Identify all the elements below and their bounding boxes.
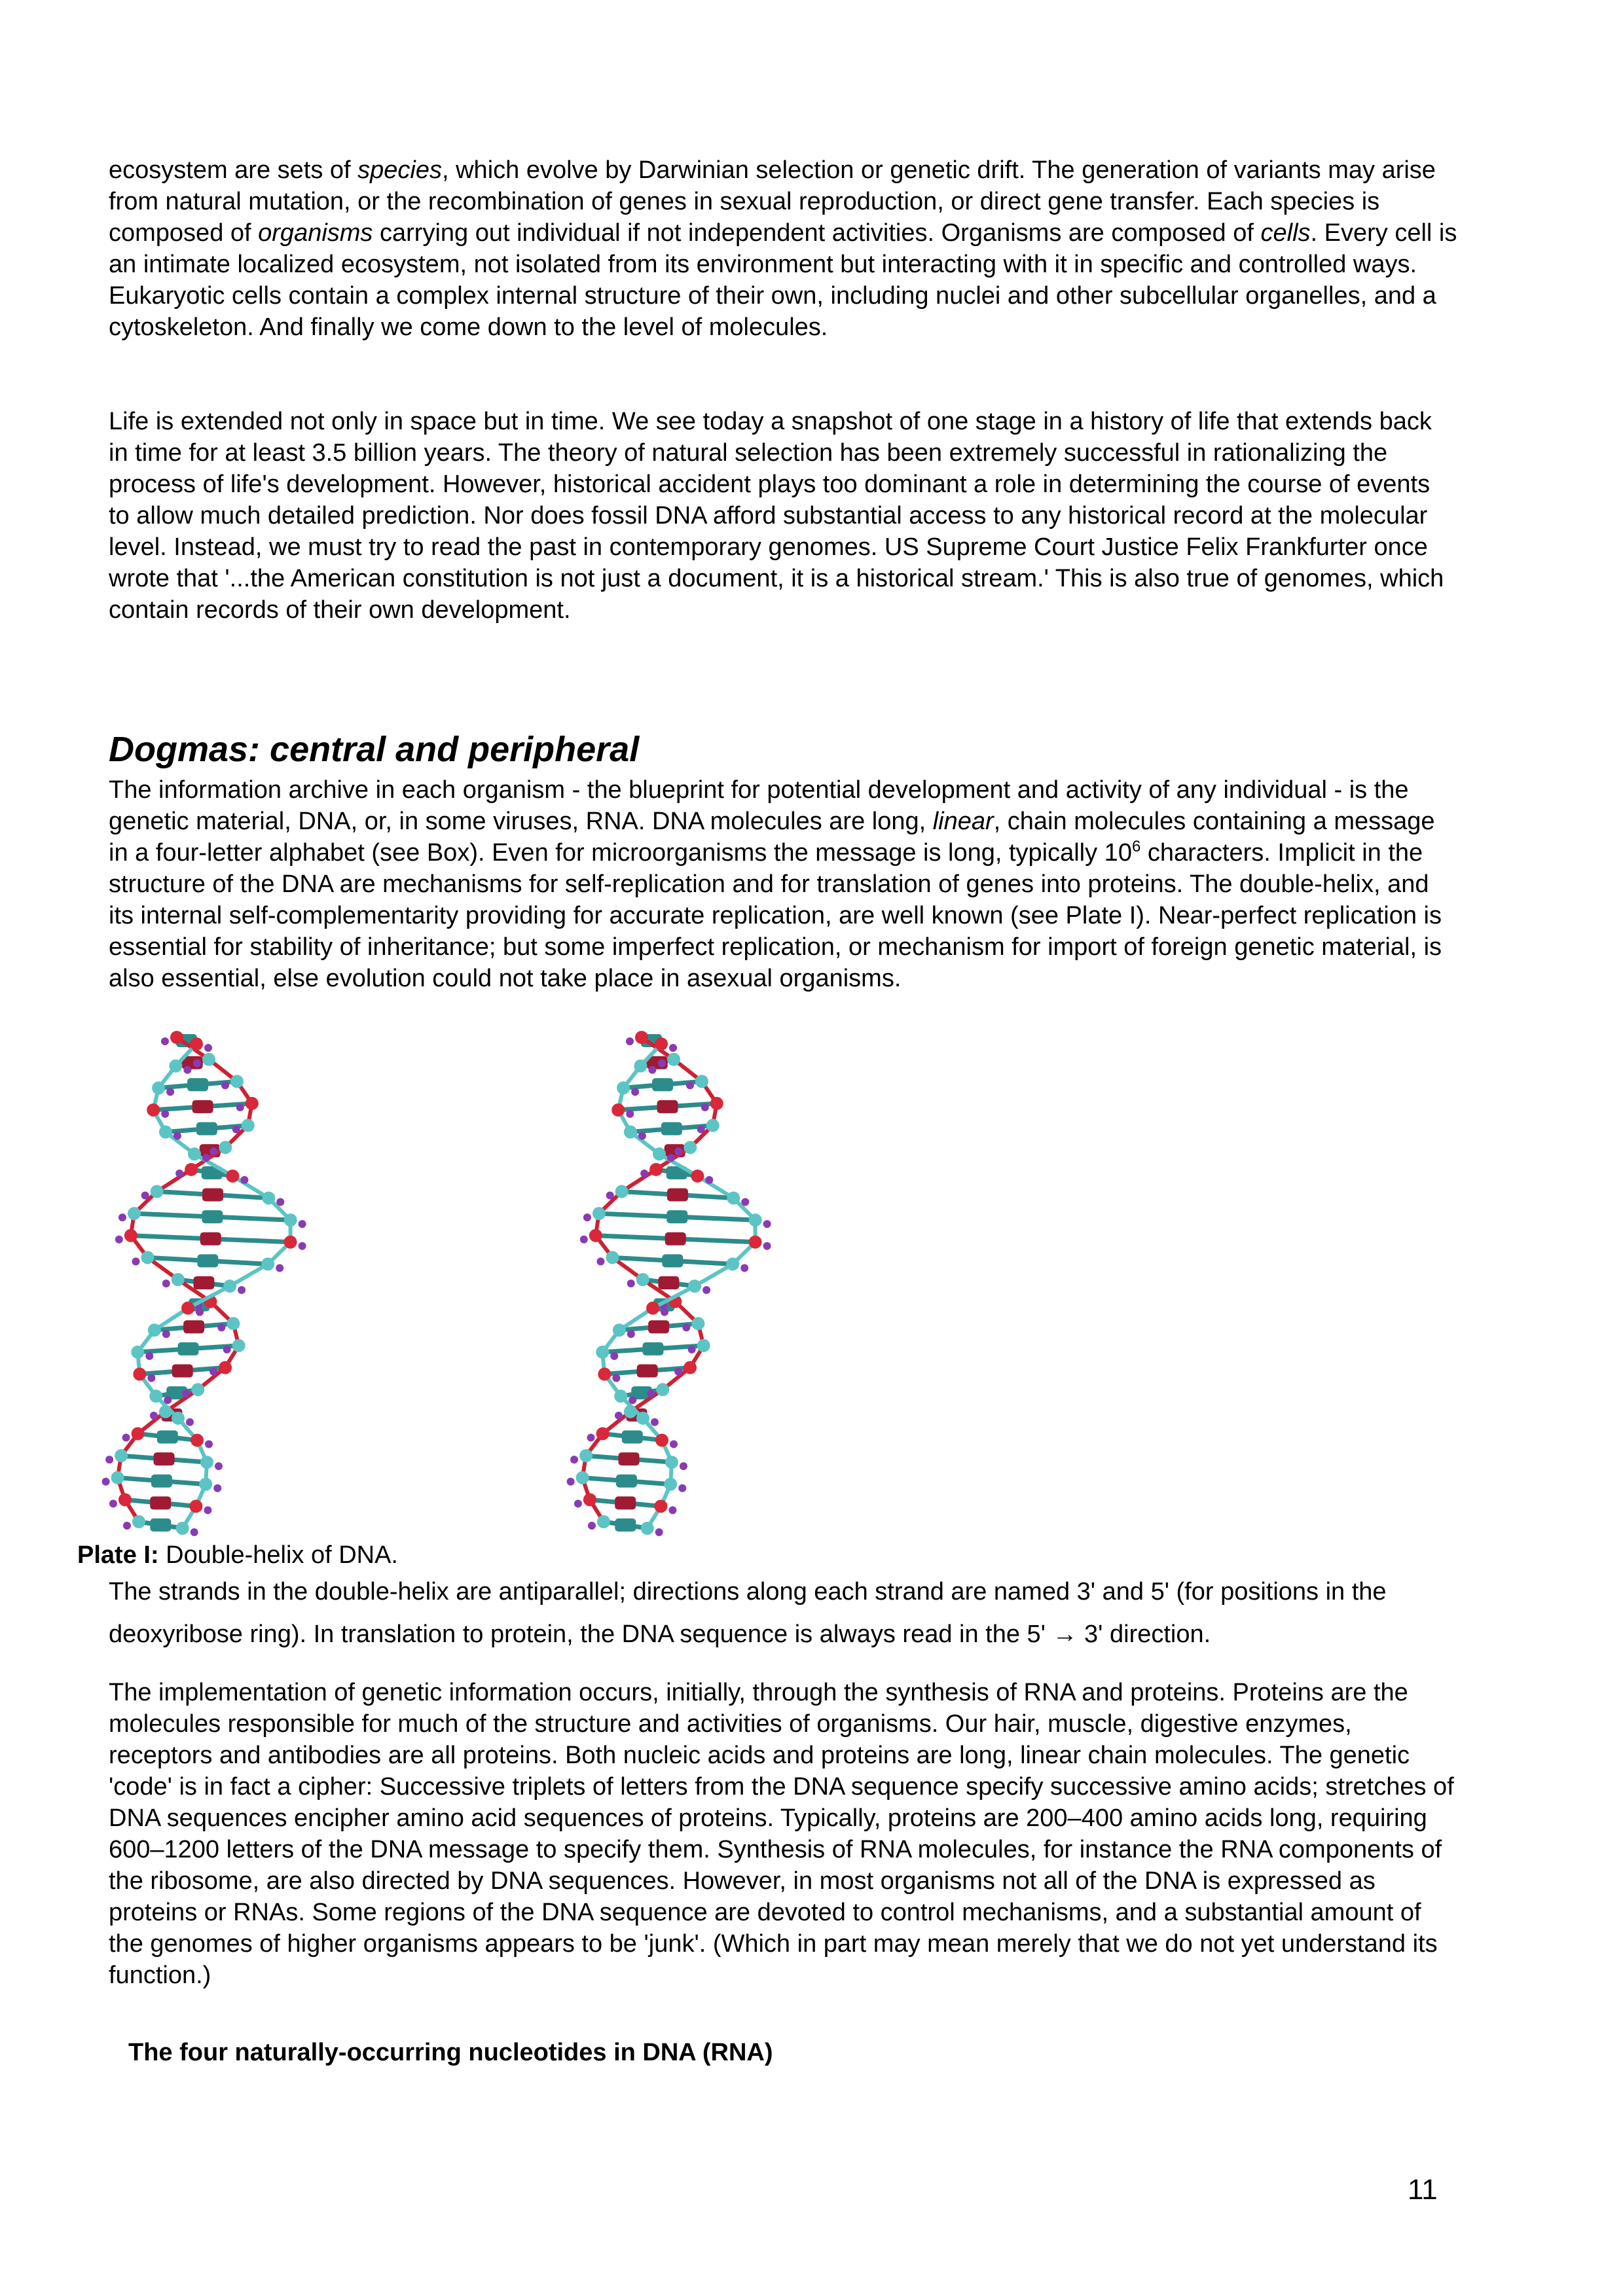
base-block (642, 1342, 663, 1355)
phosphate-atom (232, 1126, 240, 1134)
sugar-atom (653, 1147, 666, 1160)
sugar-atom (613, 1323, 626, 1336)
phosphate-atom (299, 1220, 306, 1228)
figure-caption (77, 1539, 398, 1571)
phosphate-atom (105, 1456, 113, 1463)
phosphate-atom (612, 1374, 620, 1382)
sugar-atom (583, 1493, 596, 1506)
phosphate-atom (705, 1176, 713, 1184)
phosphate-atom (213, 1484, 221, 1492)
phosphate-atom (182, 1390, 190, 1397)
phosphate-atom (740, 1264, 748, 1272)
superscript: 6 (1131, 838, 1141, 855)
phosphate-atom (627, 1330, 635, 1338)
base-block (196, 1122, 217, 1136)
phosphate-atom (587, 1433, 595, 1441)
sugar-atom (726, 1257, 739, 1270)
base-block (172, 1365, 193, 1378)
phosphate-atom (191, 1528, 198, 1536)
text-run: , which evolve by Darwinian selection or genetic drift. The generation of variants may arise from natural mutation, or the recombination of genes in sexual reproduction, or direct gene transfer. Each species is composed of (109, 156, 1436, 247)
sugar-atom (688, 1280, 701, 1293)
phosphate-atom (629, 1396, 636, 1404)
phosphate-atom (763, 1220, 771, 1228)
sugar-atom (646, 1302, 659, 1315)
sugar-atom (656, 1383, 669, 1396)
phosphate-atom (674, 1368, 682, 1376)
sugar-atom (596, 1346, 609, 1359)
sugar-atom (230, 1075, 244, 1088)
phosphate-atom (670, 1440, 678, 1448)
phosphate-atom (570, 1456, 578, 1463)
sugar-atom (189, 1499, 202, 1513)
phosphate-atom (147, 1374, 155, 1382)
paragraph-information-archive (109, 774, 1457, 994)
base-block (187, 1078, 208, 1091)
phosphate-atom (223, 1346, 231, 1354)
phosphate-atom (741, 1198, 749, 1206)
phosphate-atom (202, 1154, 210, 1162)
sugar-atom (611, 1103, 625, 1117)
sugar-atom (706, 1119, 720, 1132)
paragraph-text: The implementation of genetic information occurs, initially, through the synthesis of RNA and proteins. Proteins are the molecules responsible for much of the structure and activities of organisms. Our hair, muscle, digestive enzymes, receptors and antibodies are all proteins. Both nucleic acids and proteins are long, linear chain molecules. The genetic 'code' is in fact a cipher: Successive triplets of letters from the DNA sequence specify successive amino acids; stretches of DNA sequences encipher amino acid sequences of proteins. Typically, proteins are 200–400 amino acids long, requiring 600–1200 letters of the DNA message to specify them. Synthesis of RNA molecules, for instance the RNA components of the ribosome, are also directed by DNA sequences. However, in most organisms not all of the DNA is expressed as proteins or RNAs. Some regions of the DNA sequence are devoted to control mechanisms, and a substantial amount of the genomes of higher organisms appears to be 'junk'. (Which in part may mean merely that we do not yet understand its function.) (109, 1679, 1454, 1989)
sugar-atom (185, 1163, 198, 1176)
phosphate-atom (115, 1236, 123, 1244)
sugar-atom (636, 1273, 649, 1286)
base-block (150, 1518, 171, 1532)
phosphate-atom (631, 1088, 639, 1096)
phosphate-atom (610, 1352, 618, 1360)
base-block (192, 1100, 213, 1113)
sugar-atom (169, 1060, 182, 1073)
sugar-atom (615, 1185, 629, 1198)
phosphate-atom (164, 1396, 172, 1404)
phosphate-atom (688, 1346, 696, 1354)
text-run: ecosystem are sets of (109, 156, 358, 184)
phosphate-atom (173, 1132, 181, 1140)
italic-term: species (357, 156, 442, 184)
phosphate-atom (276, 1264, 283, 1272)
sugar-atom (749, 1236, 762, 1249)
base-block (177, 1342, 198, 1355)
sugar-atom (593, 1207, 606, 1220)
base-block (616, 1475, 637, 1488)
paragraph-implementation (109, 1677, 1457, 1991)
sugar-atom (597, 1515, 610, 1528)
phosphate-atom (238, 1286, 246, 1294)
text-run: characters. Implicit in the structure of the DNA are mechanisms for self-replication and for translation of genes into proteins. The double-helix, and its internal self-complementarity providing for accurate replication, are well known (see Plate I). Near-perfect replication is essential for stability of inheritance; but some imperfect replication, or mechanism for import of foreign genetic material, is also essential, else evolution could not take place in asexual organisms. (109, 839, 1442, 992)
sugar-atom (115, 1449, 128, 1462)
dna-double-helix-figure (65, 1024, 818, 1541)
phosphate-atom (674, 1147, 682, 1155)
sugar-atom (576, 1471, 589, 1484)
phosphate-atom (162, 1280, 170, 1287)
sugar-atom (664, 1478, 677, 1491)
dna-helix-image (65, 1024, 818, 1541)
phosphate-atom (651, 1418, 659, 1426)
phosphate-atom (661, 1308, 668, 1316)
sugar-atom (172, 1412, 185, 1425)
sugar-atom (124, 1229, 137, 1242)
sugar-atom (606, 1251, 619, 1264)
paragraph-life-in-time (109, 406, 1457, 626)
sugar-atom (284, 1236, 297, 1249)
sugar-atom (200, 1456, 213, 1469)
sugar-atom (624, 1126, 637, 1139)
phosphate-atom (638, 1132, 646, 1140)
phosphate-atom (626, 1037, 634, 1045)
base-block (157, 1430, 178, 1443)
paragraph-ecosystem (109, 154, 1457, 343)
sugar-atom (655, 1037, 668, 1050)
sugar-atom (119, 1493, 132, 1506)
phosphate-atom (166, 1088, 174, 1096)
sugar-atom (133, 1368, 146, 1381)
italic-term: organisms (258, 219, 373, 247)
sugar-atom (579, 1449, 593, 1462)
sugar-atom (710, 1097, 723, 1110)
sugar-atom (132, 1427, 145, 1440)
sugar-atom (219, 1141, 232, 1154)
phosphate-atom (596, 1257, 604, 1265)
phosphate-atom (667, 1154, 675, 1162)
phosphate-atom (567, 1478, 575, 1486)
section-heading: Dogmas: central and peripheral (109, 730, 640, 769)
sugar-atom (242, 1119, 255, 1132)
caption-note-text: The strands in the double-helix are antiparallel; directions along each strand are named 3' and 5' (for positions in the deoxyribose ring). In translation to protein, the DNA sequence is always read in the 5' → 3' direction. (109, 1578, 1387, 1648)
sugar-atom (141, 1251, 154, 1264)
sugar-atom (695, 1075, 708, 1088)
base-block (652, 1078, 673, 1091)
phosphate-atom (574, 1499, 582, 1507)
phosphate-atom (668, 1506, 676, 1514)
sugar-atom (151, 1185, 164, 1198)
italic-term: linear (932, 808, 994, 835)
sugar-atom (617, 1081, 630, 1094)
base-block (615, 1518, 636, 1532)
phosphate-atom (204, 1506, 211, 1514)
text-run: The information archive in each organism - the blueprint for potential development and activity of any individual - is the genetic material, DNA, or, in some viruses, RNA. DNA molecules are long, (109, 776, 1409, 835)
base-block (662, 1254, 683, 1267)
caption-label: Plate I: (77, 1541, 159, 1569)
page-number: 11 (1408, 2174, 1438, 2206)
phosphate-atom (193, 1060, 201, 1067)
base-block (667, 1188, 688, 1201)
phosphate-atom (702, 1286, 710, 1294)
base-block (661, 1122, 682, 1136)
text-run: , chain molecules containing a message in a four-letter alphabet (see Box). Even for microorganisms the message is long, typically 10 (109, 808, 1435, 867)
phosphate-atom (680, 1462, 687, 1470)
phosphate-atom (648, 1066, 656, 1074)
base-block (657, 1100, 678, 1113)
phosphate-atom (205, 1440, 213, 1448)
sugar-atom (655, 1433, 668, 1446)
base-block (154, 1452, 175, 1465)
phosphate-atom (183, 1066, 191, 1074)
sugar-atom (691, 1170, 704, 1183)
sugar-atom (596, 1427, 610, 1440)
base-block (202, 1188, 223, 1201)
sugar-atom (226, 1170, 239, 1183)
phosphate-atom (145, 1352, 153, 1360)
base-block (202, 1210, 223, 1223)
phosphate-atom (123, 1522, 131, 1530)
phosphate-atom (221, 1081, 229, 1089)
sugar-atom (261, 1257, 274, 1270)
sugar-atom (191, 1383, 204, 1396)
sugar-atom (190, 1037, 203, 1050)
base-block (197, 1254, 218, 1267)
phosphate-atom (109, 1499, 117, 1507)
phosphate-atom (669, 1044, 677, 1052)
sugar-atom (635, 1031, 648, 1044)
sugar-atom (684, 1361, 697, 1374)
sugar-atom (181, 1302, 194, 1315)
phosphate-atom (647, 1390, 655, 1397)
base-block (637, 1365, 658, 1378)
italic-term: cells (1260, 219, 1311, 247)
caption-text: Double-helix of DNA. (158, 1541, 398, 1569)
phosphate-atom (640, 1170, 648, 1177)
sugar-atom (749, 1213, 762, 1227)
sugar-atom (697, 1339, 710, 1352)
base-block (193, 1276, 214, 1289)
phosphate-atom (701, 1103, 709, 1111)
sugar-atom (152, 1081, 165, 1094)
phosphate-atom (161, 1110, 169, 1118)
phosphate-atom (119, 1213, 126, 1221)
sugar-atom (199, 1478, 212, 1491)
phosphate-atom (583, 1213, 591, 1221)
phosphate-atom (215, 1462, 223, 1470)
sugar-atom (649, 1163, 663, 1176)
sugar-atom (232, 1339, 246, 1352)
phosphate-atom (658, 1060, 666, 1067)
phosphate-atom (217, 1323, 225, 1331)
sugar-atom (227, 1317, 240, 1330)
phosphate-atom (210, 1368, 217, 1376)
phosphate-atom (162, 1330, 170, 1338)
phosphate-atom (175, 1170, 183, 1177)
base-block (648, 1320, 669, 1333)
sugar-atom (176, 1522, 189, 1535)
sugar-atom (132, 1515, 145, 1528)
phosphate-atom (240, 1176, 248, 1184)
phosphate-atom (186, 1418, 194, 1426)
sugar-atom (684, 1141, 697, 1154)
sugar-atom (223, 1280, 236, 1293)
sugar-atom (188, 1147, 201, 1160)
sugar-atom (262, 1191, 275, 1204)
sugar-atom (246, 1097, 259, 1110)
phosphate-atom (210, 1147, 217, 1155)
base-block (665, 1232, 686, 1246)
phosphate-atom (763, 1242, 771, 1250)
sugar-atom (111, 1471, 124, 1484)
phosphate-atom (580, 1236, 588, 1244)
text-run: carrying out individual if not independent activities. Organisms are composed of (373, 219, 1261, 247)
text-run: . Every cell is an intimate localized ecosystem, not isolated from its environment but interacting with it in specific and controlled ways. Eukaryotic cells contain a complex internal structure of their own, including nuclei and other subcellular organelles, and a cytoskeleton. And finally we come down to the level of molecules. (109, 219, 1457, 341)
sugar-atom (219, 1361, 232, 1374)
sugar-atom (172, 1273, 185, 1286)
phosphate-atom (141, 1191, 149, 1199)
phosphate-atom (682, 1323, 690, 1331)
sugar-atom (691, 1317, 704, 1330)
phosphate-atom (697, 1126, 705, 1134)
base-block (150, 1496, 171, 1509)
box-title: The four naturally-occurring nucleotides in DNA (RNA) (128, 2039, 773, 2066)
phosphate-atom (236, 1103, 244, 1111)
sugar-atom (149, 1390, 162, 1403)
phosphate-atom (204, 1044, 212, 1052)
sugar-atom (598, 1368, 611, 1381)
phosphate-atom (686, 1081, 694, 1089)
base-block (666, 1210, 687, 1223)
phosphate-atom (588, 1522, 596, 1530)
base-block (183, 1320, 204, 1333)
phosphate-atom (196, 1308, 204, 1316)
base-block (151, 1475, 172, 1488)
phosphate-atom (132, 1257, 139, 1265)
sugar-atom (148, 1323, 161, 1336)
sugar-atom (636, 1412, 649, 1425)
phosphate-atom (161, 1037, 169, 1045)
sugar-atom (191, 1433, 204, 1446)
sugar-atom (147, 1103, 160, 1117)
caption-note (109, 1571, 1457, 1656)
base-block (200, 1232, 221, 1246)
phosphate-atom (626, 1110, 634, 1118)
phosphate-atom (627, 1280, 635, 1287)
base-block (615, 1496, 636, 1509)
sugar-atom (667, 1053, 680, 1066)
base-block (619, 1452, 640, 1465)
phosphate-atom (276, 1198, 284, 1206)
paragraph-text: Life is extended not only in space but in time. We see today a snapshot of one stage in a history of life that extends back in time for at least 3.5 billion years. The theory of natural selection has been extremely successful in rationalizing the process of life's development. However, historical accident plays too dominant a role in determining the course of events to allow much detailed prediction. Nor does fossil DNA afford substantial access to any historical record at the molecular level. Instead, we must try to read the past in contemporary genomes. US Supreme Court Justice Felix Frankfurter once wrote that '...the American constitution is not just a document, it is a historical stream.' This is also true of genomes, which contain records of their own development. (109, 408, 1444, 624)
phosphate-atom (150, 1412, 158, 1420)
sugar-atom (170, 1031, 183, 1044)
sugar-atom (614, 1390, 627, 1403)
sugar-atom (128, 1207, 141, 1220)
base-block (658, 1276, 679, 1289)
sugar-atom (641, 1522, 654, 1535)
sugar-atom (727, 1191, 740, 1204)
sugar-atom (159, 1126, 172, 1139)
sugar-atom (284, 1213, 297, 1227)
phosphate-atom (299, 1242, 306, 1250)
sugar-atom (654, 1499, 667, 1513)
sugar-atom (589, 1229, 602, 1242)
phosphate-atom (606, 1191, 614, 1199)
base-block (622, 1430, 643, 1443)
sugar-atom (665, 1456, 678, 1469)
phosphate-atom (615, 1412, 623, 1420)
sugar-atom (634, 1060, 647, 1073)
sugar-atom (202, 1053, 215, 1066)
phosphate-atom (122, 1433, 130, 1441)
phosphate-atom (655, 1528, 663, 1536)
sugar-atom (131, 1346, 144, 1359)
phosphate-atom (678, 1484, 686, 1492)
phosphate-atom (102, 1478, 110, 1486)
